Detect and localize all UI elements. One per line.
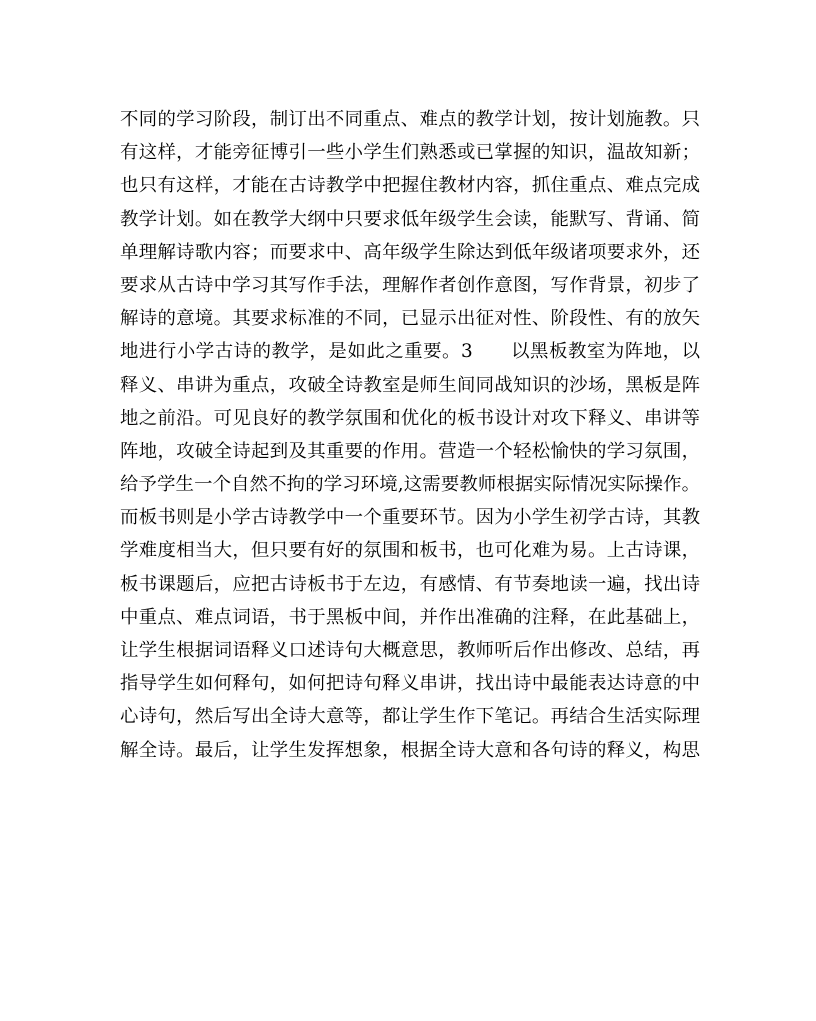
text-line: 指导学生如何释句，如何把诗句释义串讲，找出诗中最能表达诗意的中 — [120, 673, 700, 695]
text-line: 地之前沿。可见良好的教学氛围和优化的板书设计对攻下释义、串讲等 — [120, 407, 700, 429]
text-line: 心诗句，然后写出全诗大意等，都让学生作下笔记。再结合生活实际理 — [120, 706, 700, 728]
text-line: 地进行小学古诗的教学，是如此之重要。3 以黑板教室为阵地，以 — [120, 341, 700, 363]
text-line: 而板书则是小学古诗教学中一个重要环节。因为小学生初学古诗，其教 — [120, 507, 700, 529]
text-line: 学难度相当大，但只要有好的氛围和板书，也可化难为易。上古诗课， — [120, 540, 700, 562]
text-line: 要求从古诗中学习其写作手法，理解作者创作意图，写作背景，初步了 — [120, 274, 700, 296]
text-line: 阵地，攻破全诗起到及其重要的作用。营造一个轻松愉快的学习氛围， — [120, 440, 700, 462]
text-line: 不同的学习阶段，制订出不同重点、难点的教学计划，按计划施教。只 — [120, 109, 700, 130]
text-line: 给予学生一个自然不拘的学习环境,这需要教师根据实际情况实际操作。 — [120, 474, 700, 496]
text-line: 解全诗。最后，让学生发挥想象，根据全诗大意和各句诗的释义，构思 — [120, 739, 700, 761]
text-line: 让学生根据词语释义口述诗句大概意思，教师听后作出修改、总结，再 — [120, 640, 700, 661]
text-line: 教学计划。如在教学大纲中只要求低年级学生会读，能默写、背诵、简 — [120, 208, 700, 230]
text-line: 有这样，才能旁征博引一些小学生们熟悉或已掌握的知识，温故知新； — [120, 142, 700, 164]
text-line: 板书课题后，应把古诗板书于左边，有感情、有节奏地读一遍，找出诗 — [120, 573, 700, 595]
text-line: 中重点、难点词语，书于黑板中间，并作出准确的注释，在此基础上， — [120, 606, 700, 628]
text-line: 也只有这样，才能在古诗教学中把握住教材内容，抓住重点、难点完成 — [120, 175, 700, 197]
text-line: 释义、串讲为重点，攻破全诗教室是师生间同战知识的沙场，黑板是阵 — [120, 374, 700, 396]
text-line: 解诗的意境。其要求标准的不同，已显示出征对性、阶段性、有的放矢 — [120, 308, 700, 330]
body-text — [120, 103, 700, 767]
text-line: 单理解诗歌内容；而要求中、高年级学生除达到低年级诸项要求外，还 — [120, 241, 700, 263]
